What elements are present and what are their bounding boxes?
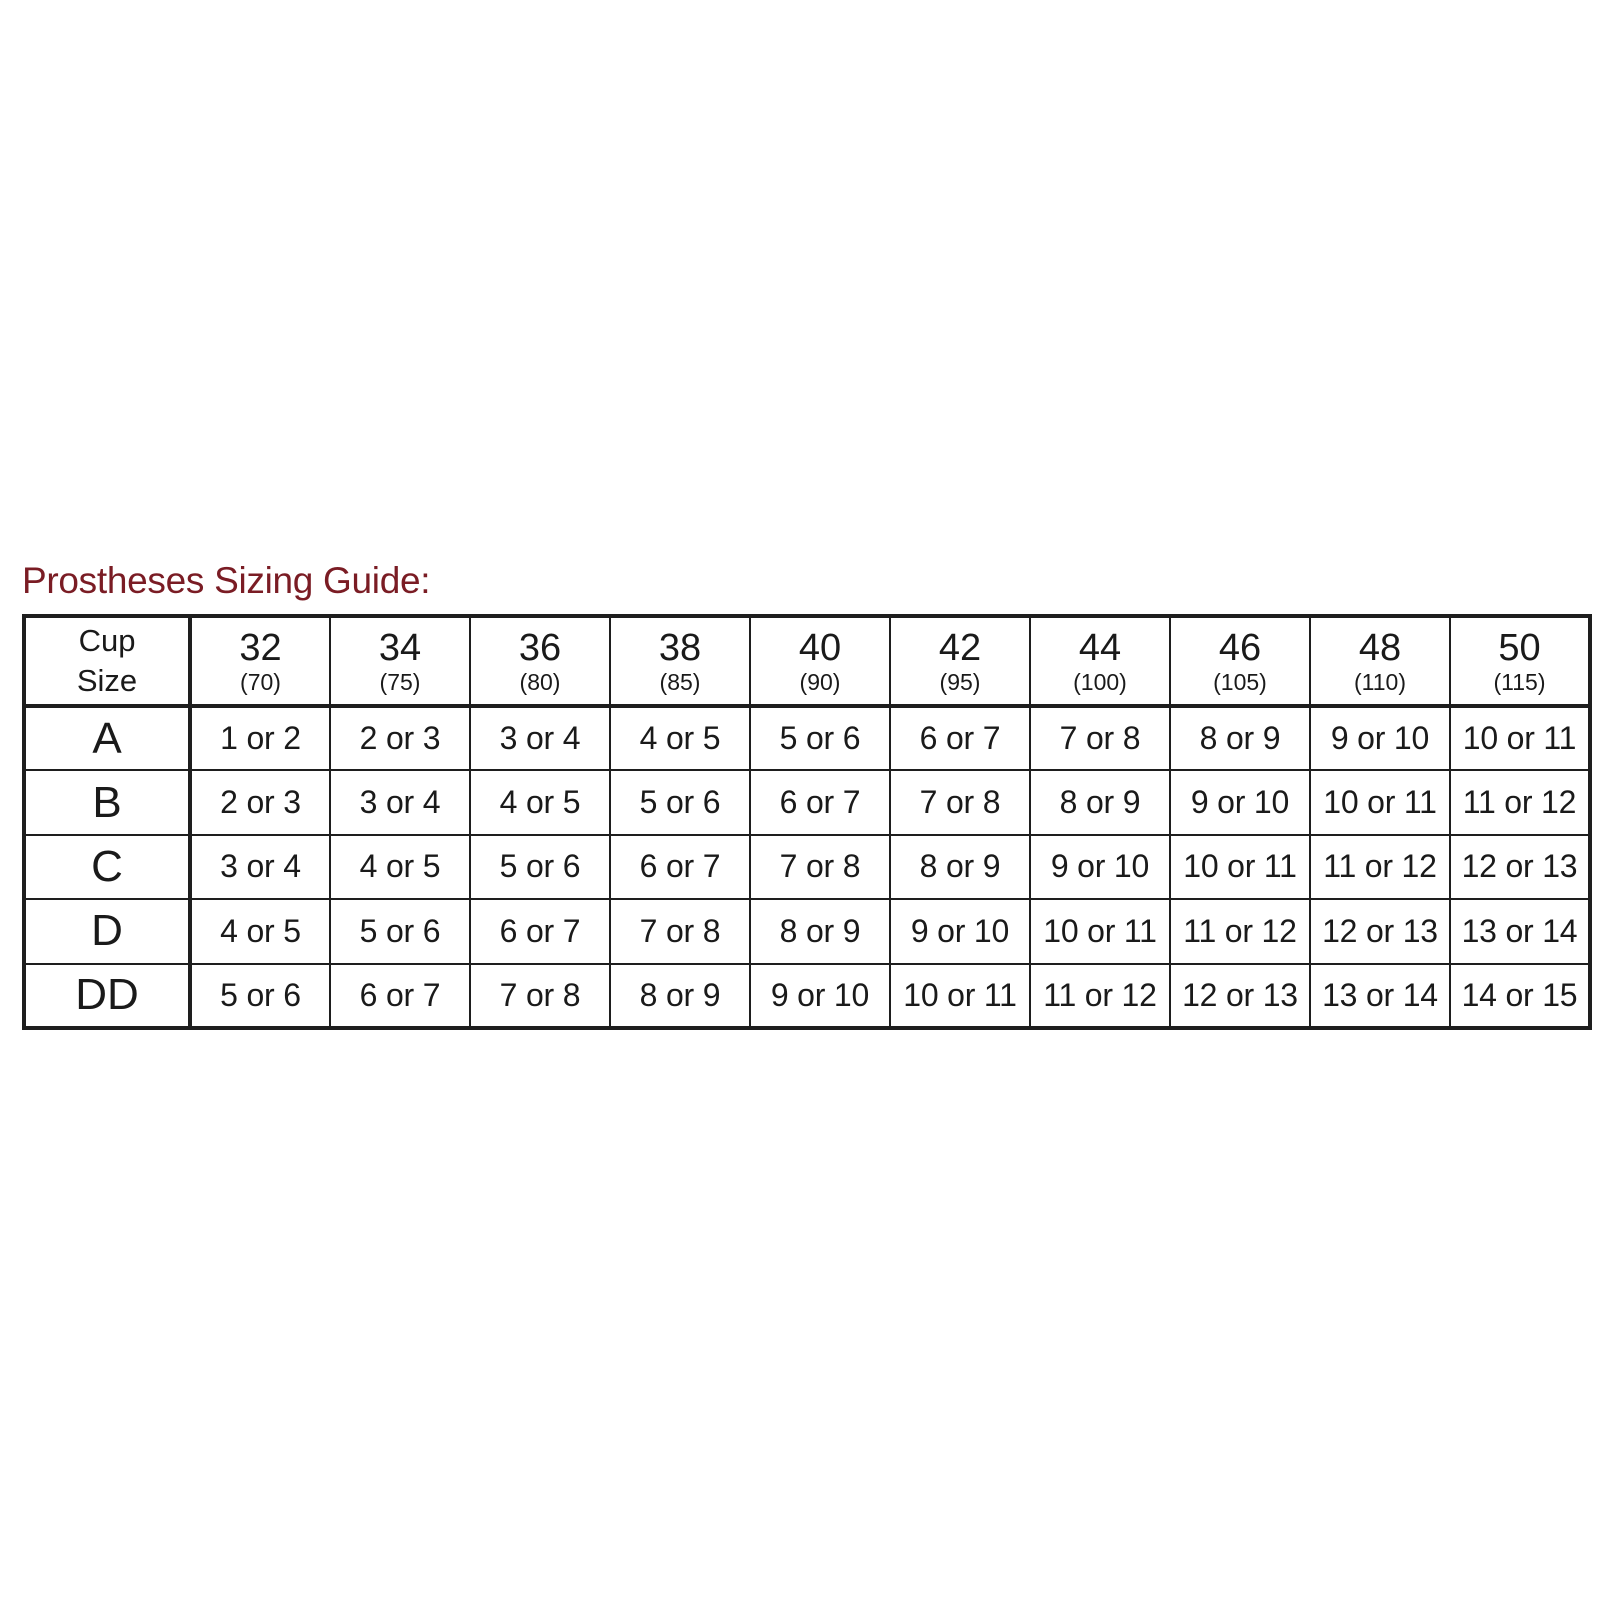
table-cell: 4 or 5	[330, 835, 470, 899]
band-size-header-36	[470, 616, 610, 706]
table-cell: 6 or 7	[750, 770, 890, 834]
table-cell: 10 or 11	[1310, 770, 1450, 834]
cup-size-header-line2: Size	[76, 663, 138, 698]
table-cell: 2 or 3	[190, 770, 330, 834]
band-size-eu-value: (115)	[1493, 669, 1546, 695]
table-cell: 3 or 4	[190, 835, 330, 899]
table-row	[24, 706, 1590, 770]
table-cell: 6 or 7	[330, 964, 470, 1028]
band-size-value: 32	[239, 627, 282, 669]
table-cell: 3 or 4	[470, 706, 610, 770]
band-size-value: 50	[1498, 627, 1541, 669]
table-cell: 10 or 11	[890, 964, 1030, 1028]
cup-size-label: D	[24, 899, 190, 963]
band-size-header-32	[190, 616, 330, 706]
band-size-value: 42	[938, 627, 982, 669]
cropped-footnote	[22, 1034, 1342, 1038]
band-size-value: 36	[518, 627, 562, 669]
table-cell: 8 or 9	[610, 964, 750, 1028]
band-size-eu-value: (95)	[939, 669, 981, 695]
band-size-eu-value: (105)	[1213, 669, 1267, 695]
band-size-header-44	[1030, 616, 1170, 706]
band-size-eu-value: (90)	[799, 669, 841, 695]
band-size-value: 40	[798, 627, 842, 669]
table-cell: 5 or 6	[610, 770, 750, 834]
table-cell: 4 or 5	[610, 706, 750, 770]
table-cell: 9 or 10	[890, 899, 1030, 963]
table-cell: 5 or 6	[330, 899, 470, 963]
table-cell: 7 or 8	[890, 770, 1030, 834]
table-row	[24, 770, 1590, 834]
table-cell: 2 or 3	[330, 706, 470, 770]
table-header-row	[24, 616, 1590, 706]
table-row	[24, 835, 1590, 899]
table-cell: 11 or 12	[1310, 835, 1450, 899]
cup-size-label: DD	[24, 964, 190, 1028]
table-cell: 3 or 4	[330, 770, 470, 834]
band-size-value: 38	[658, 627, 702, 669]
band-size-header-42	[890, 616, 1030, 706]
table-cell: 4 or 5	[470, 770, 610, 834]
table-cell: 9 or 10	[1310, 706, 1450, 770]
table-cell: 6 or 7	[470, 899, 610, 963]
table-cell: 7 or 8	[470, 964, 610, 1028]
band-size-header-50	[1450, 616, 1590, 706]
band-size-value: 48	[1358, 627, 1402, 669]
cup-size-header	[24, 616, 190, 706]
table-row	[24, 964, 1590, 1028]
table-cell: 14 or 15	[1450, 964, 1590, 1028]
band-size-value: 46	[1218, 627, 1262, 669]
table-cell: 10 or 11	[1170, 835, 1310, 899]
table-cell: 7 or 8	[610, 899, 750, 963]
table-cell: 7 or 8	[750, 835, 890, 899]
table-cell: 9 or 10	[1030, 835, 1170, 899]
band-size-eu-value: (110)	[1354, 669, 1406, 695]
cup-size-label: A	[24, 706, 190, 770]
band-size-eu-value: (75)	[379, 669, 421, 695]
table-cell: 10 or 11	[1450, 706, 1590, 770]
band-size-header-40	[750, 616, 890, 706]
band-size-eu-value: (85)	[659, 669, 701, 695]
table-cell: 9 or 10	[1170, 770, 1310, 834]
table-cell: 7 or 8	[1030, 706, 1170, 770]
table-cell: 13 or 14	[1450, 899, 1590, 963]
table-cell: 1 or 2	[190, 706, 330, 770]
table-cell: 9 or 10	[750, 964, 890, 1028]
band-size-value: 34	[378, 627, 422, 669]
table-cell: 4 or 5	[190, 899, 330, 963]
cup-size-label: B	[24, 770, 190, 834]
table-cell: 11 or 12	[1170, 899, 1310, 963]
band-size-header-48	[1310, 616, 1450, 706]
table-cell: 11 or 12	[1450, 770, 1590, 834]
band-size-eu-value: (70)	[240, 669, 281, 695]
table-cell: 11 or 12	[1030, 964, 1170, 1028]
table-cell: 5 or 6	[190, 964, 330, 1028]
table-body	[24, 706, 1590, 1028]
table-cell: 6 or 7	[610, 835, 750, 899]
band-size-header-34	[330, 616, 470, 706]
table-cell: 12 or 13	[1310, 899, 1450, 963]
page-title: Prostheses Sizing Guide:	[22, 560, 431, 601]
table-cell: 12 or 13	[1170, 964, 1310, 1028]
band-size-value: 44	[1078, 627, 1122, 669]
table-cell: 12 or 13	[1450, 835, 1590, 899]
table-row	[24, 899, 1590, 963]
sizing-table	[22, 614, 1592, 1030]
table-cell: 5 or 6	[750, 706, 890, 770]
table-cell: 10 or 11	[1030, 899, 1170, 963]
cup-size-header-line1: Cup	[78, 623, 136, 658]
band-size-eu-value: (100)	[1073, 669, 1127, 695]
table-cell: 6 or 7	[890, 706, 1030, 770]
table-cell: 8 or 9	[750, 899, 890, 963]
band-size-header-38	[610, 616, 750, 706]
table-cell: 8 or 9	[1030, 770, 1170, 834]
table-cell: 13 or 14	[1310, 964, 1450, 1028]
band-size-header-46	[1170, 616, 1310, 706]
band-size-eu-value: (80)	[519, 669, 561, 695]
table-cell: 8 or 9	[1170, 706, 1310, 770]
cup-size-label: C	[24, 835, 190, 899]
table-cell: 8 or 9	[890, 835, 1030, 899]
table-cell: 5 or 6	[470, 835, 610, 899]
